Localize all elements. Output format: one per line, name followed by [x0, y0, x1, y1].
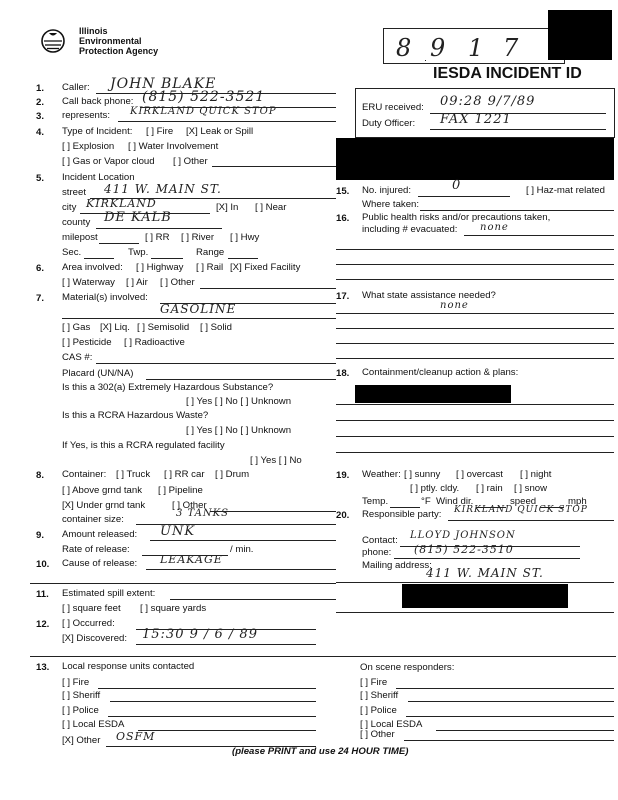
item-number: 7.: [36, 293, 45, 304]
containment-label: Containment/cleanup action & plans:: [362, 367, 519, 378]
extent-label: Estimated spill extent:: [62, 588, 156, 599]
phone-value: (815) 522-3510: [414, 543, 514, 556]
cont-rr-checkbox[interactable]: [ ] RR car: [164, 469, 205, 480]
footer-note: (please PRINT and use 24 HOUR TIME): [232, 746, 409, 757]
occurred-checkbox[interactable]: [ ] Occurred:: [62, 618, 115, 629]
qrcra-label: Is this a RCRA Hazardous Waste?: [62, 410, 209, 421]
represents-value: KIRKLAND QUICK STOP: [130, 106, 277, 117]
eru-value: 09:28 9/7/89: [440, 94, 536, 109]
cont-under-checkbox[interactable]: [X] Under grnd tank: [62, 500, 146, 511]
health-value: none: [480, 222, 509, 233]
redaction: [548, 10, 612, 60]
area-fixed-checkbox[interactable]: [X] Fixed Facility: [230, 262, 301, 273]
contact-label: Contact:: [362, 535, 398, 546]
local-units-label: Local response units contacted: [62, 661, 195, 672]
injured-label: No. injured:: [362, 185, 412, 196]
resp-label: Responsible party:: [362, 509, 442, 520]
incident-id-digit: 8: [396, 34, 413, 62]
city-label: city: [62, 202, 77, 213]
duty-value: FAX 1221: [440, 112, 512, 127]
pesticide-checkbox[interactable]: [ ] Pesticide: [62, 337, 112, 348]
item-number: 5.: [36, 173, 45, 184]
mailing-value: 411 W. MAIN ST.: [426, 566, 544, 580]
type-other-checkbox[interactable]: [ ] Other: [173, 156, 208, 167]
street-value: 411 W. MAIN ST.: [104, 182, 222, 196]
lu-esda-checkbox[interactable]: [ ] Local ESDA: [62, 719, 125, 730]
lu-other-checkbox[interactable]: [X] Other: [62, 735, 101, 746]
epa-logo: [41, 29, 65, 53]
incident-id-digit: 1: [468, 34, 485, 62]
item-number: 6.: [36, 263, 45, 274]
lu-other-value: OSFM: [116, 730, 156, 743]
hwy-checkbox[interactable]: [ ] Hwy: [230, 232, 260, 243]
river-checkbox[interactable]: [ ] River: [181, 232, 215, 243]
type-explosion-checkbox[interactable]: [ ] Explosion: [62, 141, 115, 152]
callback-label: Call back phone:: [62, 96, 134, 107]
discovered-value: 15:30 9 / 6 / 89: [142, 627, 258, 642]
injured-value: 0: [452, 178, 462, 193]
cont-above-checkbox[interactable]: [ ] Above grnd tank: [62, 485, 143, 496]
lu-fire-checkbox[interactable]: [ ] Fire: [62, 677, 90, 688]
item-number: 9.: [36, 530, 45, 541]
milepost-label: milepost: [62, 232, 98, 243]
area-air-checkbox[interactable]: [ ] Air: [126, 277, 148, 288]
item-number: 17.: [336, 291, 350, 302]
q302-label: Is this a 302(a) Extremely Hazardous Substance?: [62, 382, 274, 393]
county-value: DE KALB: [104, 210, 172, 225]
container-size-value: 3 TANKS: [176, 508, 229, 519]
type-leak-checkbox[interactable]: [X] Leak or Spill: [186, 126, 254, 137]
os-esda-checkbox[interactable]: [ ] Local ESDA: [360, 719, 423, 730]
city-value: KIRKLAND: [86, 197, 157, 210]
type-label: Type of Incident:: [62, 126, 133, 137]
mph-label: mph: [568, 496, 587, 507]
cause-label: Cause of release:: [62, 558, 138, 569]
q302-options[interactable]: [ ] Yes [ ] No [ ] Unknown: [186, 396, 292, 407]
assist-label: What state assistance needed?: [362, 290, 496, 301]
state-semi-checkbox[interactable]: [ ] Semisolid: [137, 322, 190, 333]
item-number: 19.: [336, 470, 350, 481]
state-solid-checkbox[interactable]: [ ] Solid: [200, 322, 232, 333]
callback-value: (815) 522-3521: [142, 89, 266, 105]
discovered-checkbox[interactable]: [X] Discovered:: [62, 633, 128, 644]
qrcra2-label: If Yes, is this a RCRA regulated facility: [62, 440, 225, 451]
weather-label: Weather:: [362, 469, 401, 480]
cause-value: LEAKAGE: [160, 553, 223, 566]
os-other-checkbox[interactable]: [ ] Other: [360, 729, 395, 740]
area-highway-checkbox[interactable]: [ ] Highway: [136, 262, 184, 273]
w-ptly-checkbox[interactable]: [ ] ptly. cldy.: [410, 483, 460, 494]
speed-label: speed: [510, 496, 537, 507]
cas-label: CAS #:: [62, 352, 93, 363]
state-liq-checkbox[interactable]: [X] Liq.: [100, 322, 130, 333]
duty-label: Duty Officer:: [362, 118, 416, 129]
temp-unit: °F: [421, 496, 431, 507]
item-number: 2.: [36, 97, 45, 108]
w-rain-checkbox[interactable]: [ ] rain: [476, 483, 503, 494]
lu-sheriff-checkbox[interactable]: [ ] Sheriff: [62, 690, 101, 701]
incident-id-digit: 7: [503, 34, 520, 62]
rate-label: Rate of release:: [62, 544, 130, 555]
container-size-label: container size:: [62, 514, 124, 525]
material-value: GASOLINE: [160, 302, 237, 316]
caller-label: Caller:: [62, 82, 90, 93]
city-in-checkbox[interactable]: [X] In: [216, 202, 239, 213]
os-fire-checkbox[interactable]: [ ] Fire: [360, 677, 388, 688]
item-number: 10.: [36, 559, 50, 570]
cont-drum-checkbox[interactable]: [ ] Drum: [215, 469, 250, 480]
eru-label: ERU received:: [362, 102, 424, 113]
temp-label: Temp.: [362, 496, 389, 507]
item-number: 15.: [336, 186, 350, 197]
item-number: 16.: [336, 213, 350, 224]
state-gas-checkbox[interactable]: [ ] Gas: [62, 322, 91, 333]
container-label: Container:: [62, 469, 107, 480]
item-number: 13.: [36, 662, 50, 673]
material-label: Material(s) involved:: [62, 292, 148, 303]
rate-unit: / min.: [230, 544, 254, 555]
caller-value: JOHN BLAKE: [110, 76, 217, 92]
item-number: 1.: [36, 83, 45, 94]
rr-checkbox[interactable]: [ ] RR: [145, 232, 170, 243]
mailing-label: Mailing address:: [362, 560, 432, 571]
qrcra-options[interactable]: [ ] Yes [ ] No [ ] Unknown: [186, 425, 292, 436]
incident-id-digit: 9: [430, 34, 447, 62]
sec-label: Sec.: [62, 247, 82, 258]
county-label: county: [62, 217, 91, 228]
assist-value: none: [440, 300, 469, 311]
amount-value: UNK: [160, 524, 196, 539]
cont-pipeline-checkbox[interactable]: [ ] Pipeline: [158, 485, 203, 496]
w-snow-checkbox[interactable]: [ ] snow: [514, 483, 548, 494]
lu-police-checkbox[interactable]: [ ] Police: [62, 705, 99, 716]
agency-name: Illinois Environmental Protection Agency: [79, 26, 159, 56]
item-number: 3.: [36, 111, 45, 122]
redaction: [402, 584, 568, 608]
contact-value: LLOYD JOHNSON: [410, 530, 516, 541]
type-gas-checkbox[interactable]: [ ] Gas or Vapor cloud: [62, 156, 155, 167]
hazmat-checkbox[interactable]: [ ] Haz-mat related: [526, 185, 605, 196]
on-scene-label: On scene responders:: [360, 662, 455, 673]
type-water-checkbox[interactable]: [ ] Water Involvement: [128, 141, 219, 152]
redaction: [355, 385, 511, 403]
w-night-checkbox[interactable]: [ ] night: [520, 469, 552, 480]
area-rail-checkbox[interactable]: [ ] Rail: [196, 262, 224, 273]
cont-truck-checkbox[interactable]: [ ] Truck: [116, 469, 151, 480]
form-title: IESDA INCIDENT ID: [433, 65, 582, 82]
health-label: Public health risks and/or precautions taken,: [362, 212, 551, 223]
range-label: Range: [196, 247, 225, 258]
resp-value: KIRKLAND QUICK STOP: [454, 505, 588, 515]
item-number: 18.: [336, 368, 350, 379]
type-fire-checkbox[interactable]: [ ] Fire: [146, 126, 174, 137]
qrcra2-options[interactable]: [ ] Yes [ ] No: [250, 455, 302, 466]
street-label: street: [62, 187, 86, 198]
health-label-2: including # evacuated:: [362, 224, 458, 235]
w-sunny-checkbox[interactable]: [ ] sunny: [404, 469, 441, 480]
extent-sqft-checkbox[interactable]: [ ] square feet: [62, 603, 121, 614]
os-police-checkbox[interactable]: [ ] Police: [360, 705, 397, 716]
item-number: 12.: [36, 619, 50, 630]
extent-sqyd-checkbox[interactable]: [ ] square yards: [140, 603, 207, 614]
location-label: Incident Location: [62, 172, 135, 183]
item-number: 11.: [36, 589, 49, 600]
item-number: 8.: [36, 470, 45, 481]
area-waterway-checkbox[interactable]: [ ] Waterway: [62, 277, 115, 288]
redaction: [336, 138, 614, 180]
wind-label: Wind dir.: [436, 496, 474, 507]
area-other-checkbox[interactable]: [ ] Other: [160, 277, 195, 288]
phone-label: phone:: [362, 547, 392, 558]
represents-label: represents:: [62, 110, 110, 121]
city-near-checkbox[interactable]: [ ] Near: [255, 202, 287, 213]
item-number: 4.: [36, 127, 45, 138]
radioactive-checkbox[interactable]: [ ] Radioactive: [124, 337, 185, 348]
os-sheriff-checkbox[interactable]: [ ] Sheriff: [360, 690, 399, 701]
area-label: Area involved:: [62, 262, 123, 273]
where-label: Where taken:: [362, 199, 420, 210]
cont-other-checkbox[interactable]: [ ] Other: [172, 500, 207, 511]
placard-label: Placard (UN/NA): [62, 368, 134, 379]
item-number: 20.: [336, 510, 350, 521]
twp-label: Twp.: [128, 247, 149, 258]
w-overcast-checkbox[interactable]: [ ] overcast: [456, 469, 503, 480]
amount-label: Amount released:: [62, 529, 138, 540]
